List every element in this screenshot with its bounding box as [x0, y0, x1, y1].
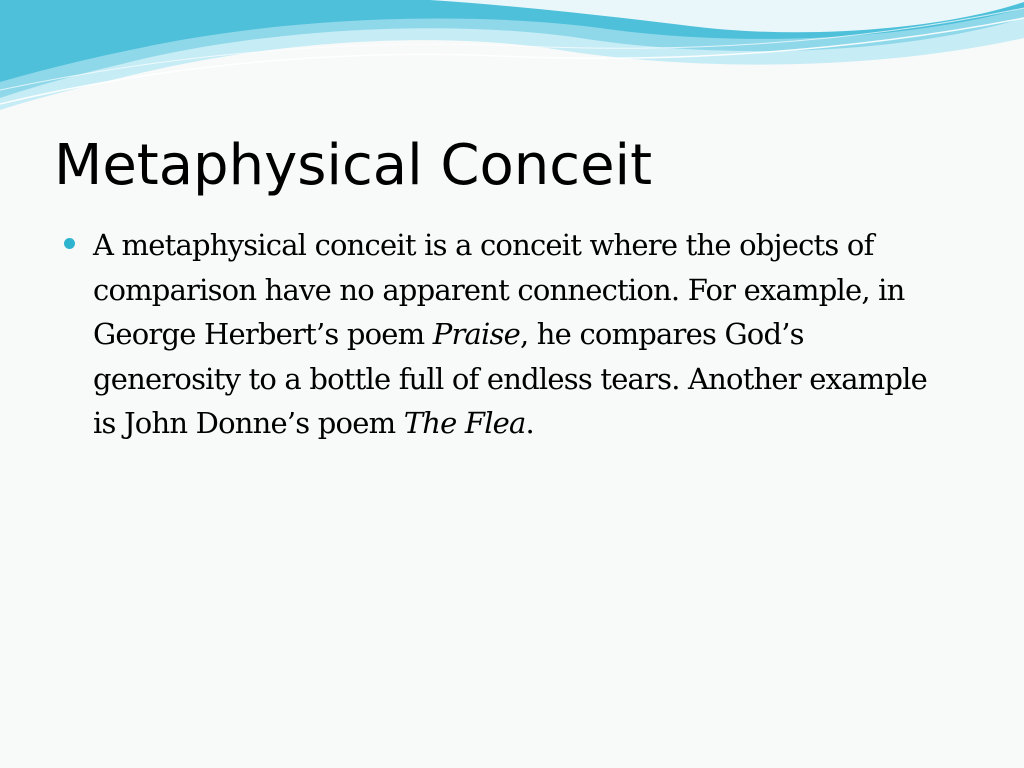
bullet-text-part3: . [525, 406, 534, 440]
bullet-text [93, 223, 944, 446]
bullet-item [64, 223, 944, 446]
bullet-text-part1: A metaphysical conceit is a conceit where the objects of comparison have no apparent connection. For example, in George Herbert’s poem [93, 228, 905, 351]
poem-title-the-flea: The Flea [403, 406, 526, 440]
bullet-dot-icon [64, 238, 75, 249]
slide-title: Metaphysical Conceit [54, 133, 653, 198]
header-wave-decoration [0, 0, 1024, 120]
bullet-text-part2: , he compares God’s generosity to a bottle full of endless tears. Another example is John Donne’s poem [93, 317, 927, 440]
slide-body [64, 223, 944, 446]
poem-title-praise: Praise [432, 317, 520, 351]
